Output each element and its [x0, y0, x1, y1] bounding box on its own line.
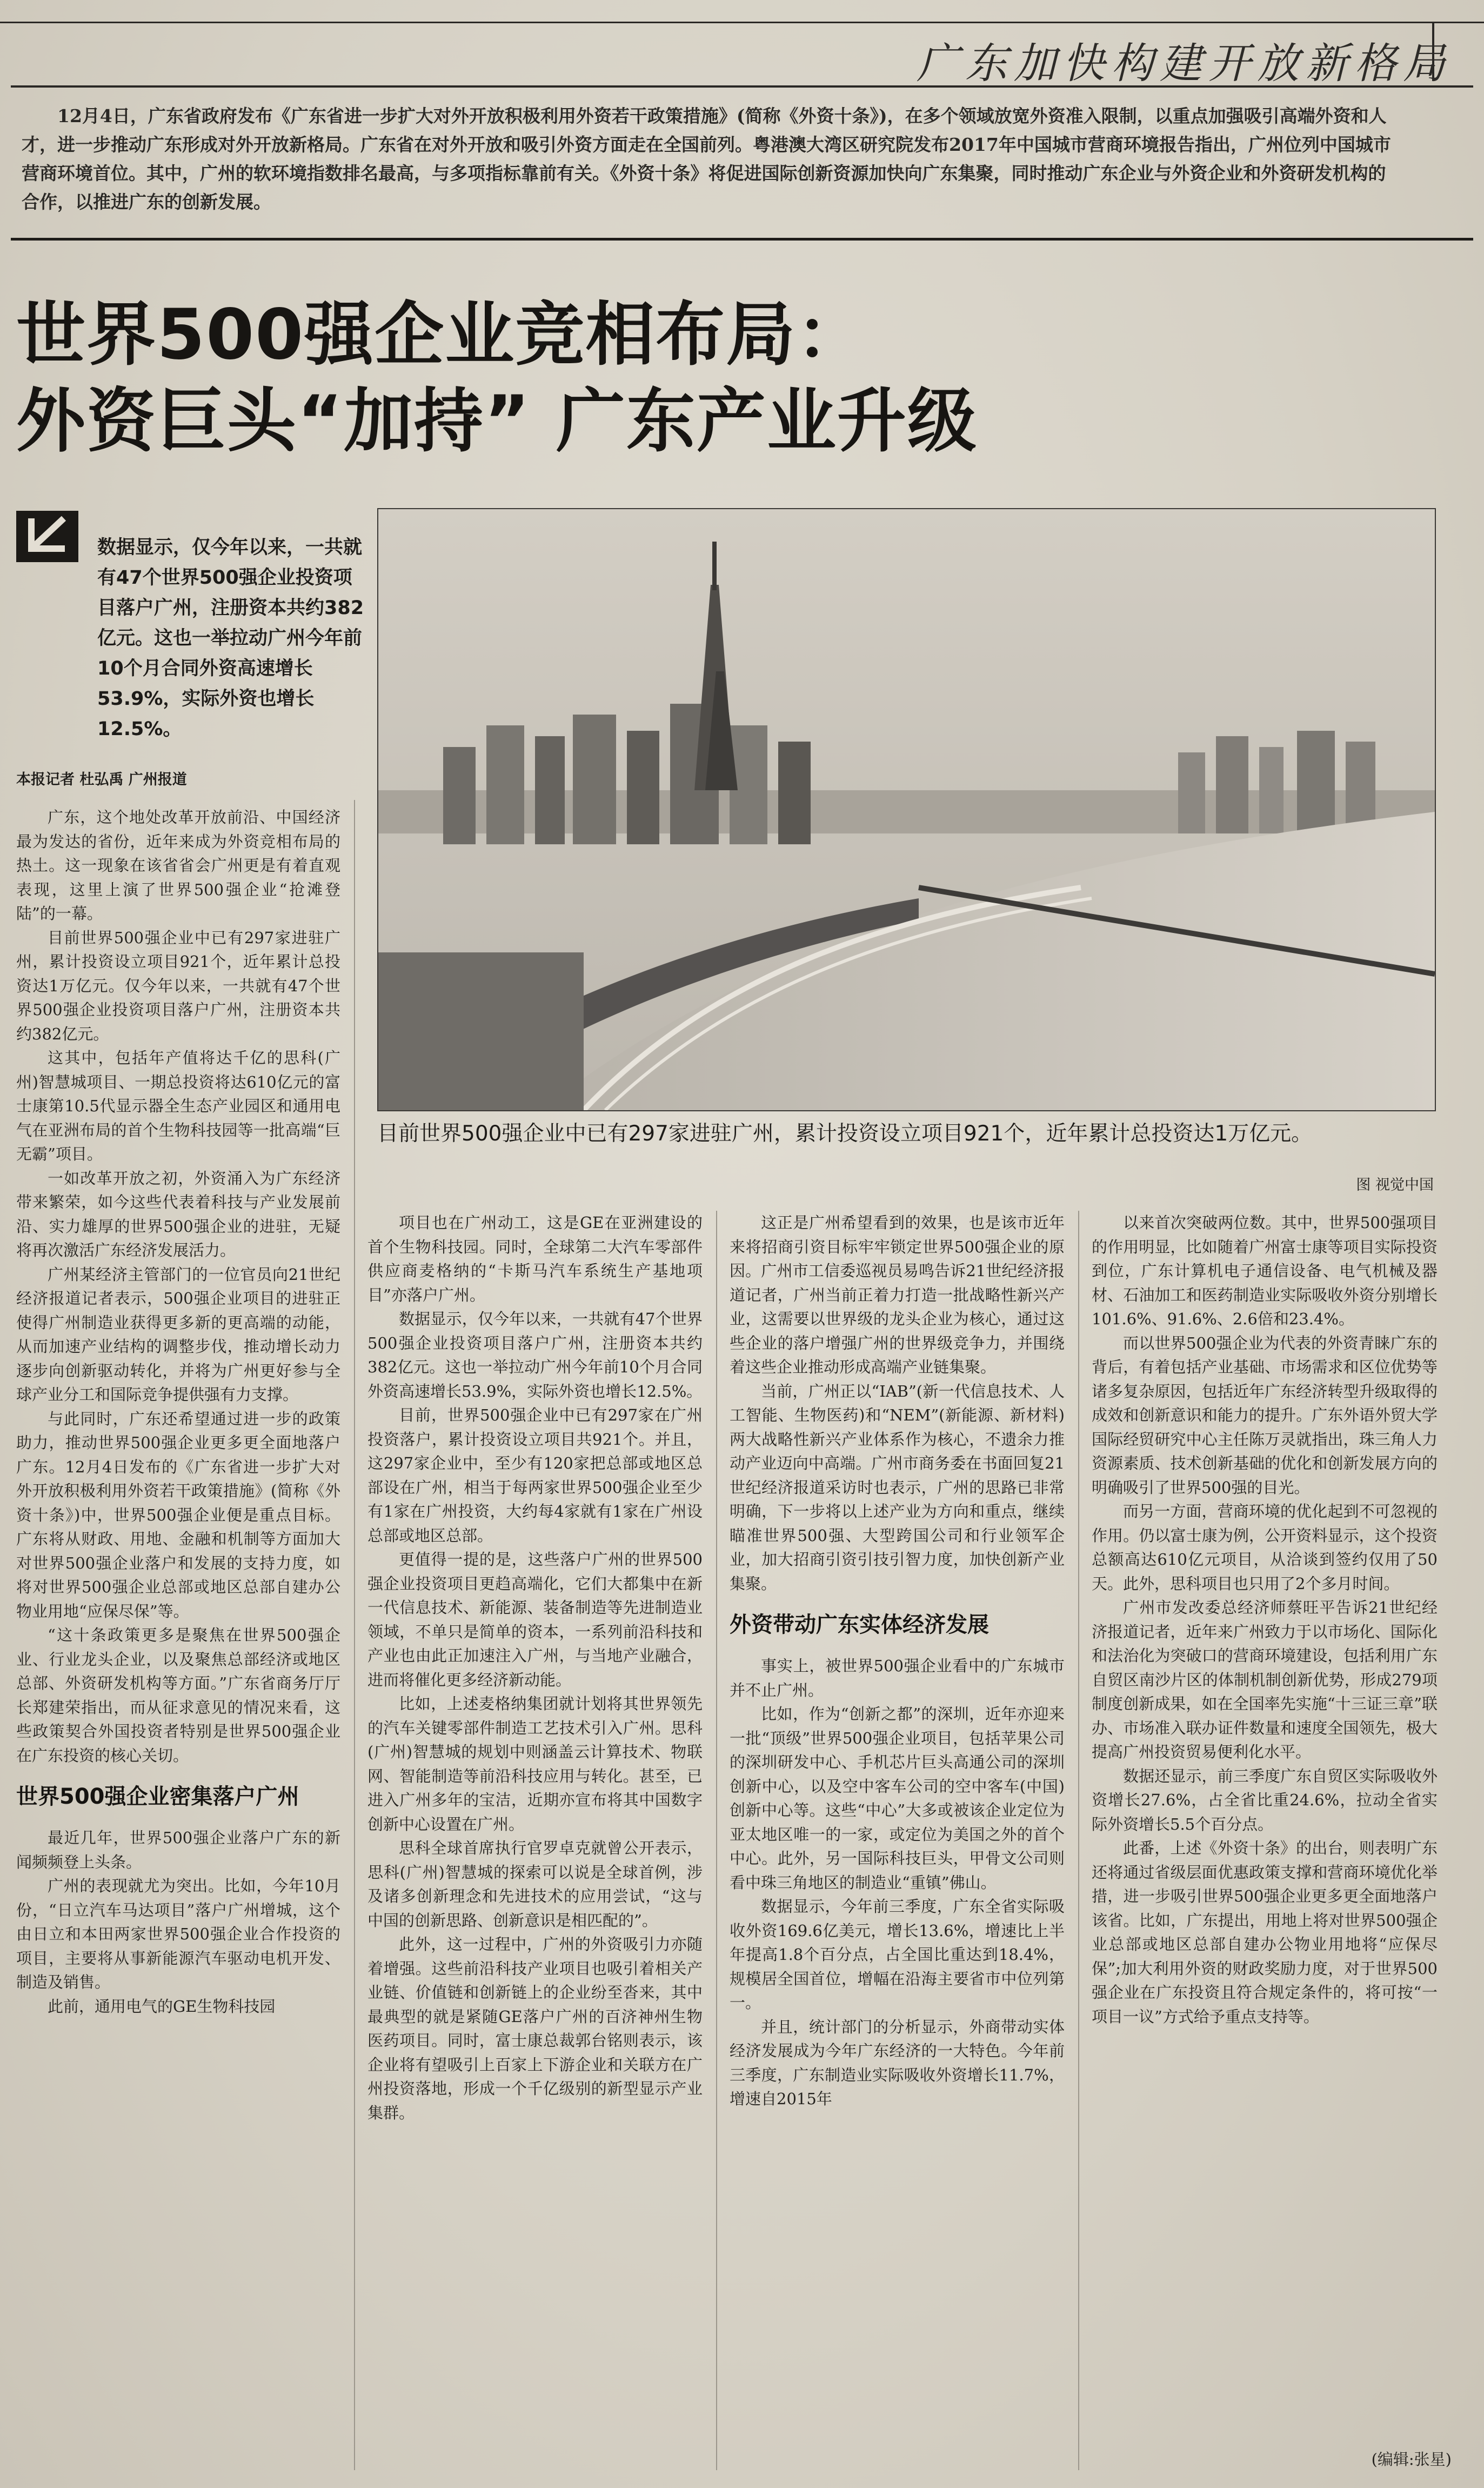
- column-1: [16, 805, 340, 2470]
- col1-paragraph: 一如改革开放之初，外资涌入为广东经济带来繁荣，如今这些代表着科技与产业发展前沿、实力雄厚的世界500强企业的进驻，无疑将再次激活广东经济发展活力。: [16, 1169, 340, 1259]
- lead-text: 12月4日，广东省政府发布《广东省进一步扩大对外开放积极利用外资若干政策措施》(简称《外资十条》)，在多个领域放宽外资准入限制，以重点加强吸引高端外资和人才，进一步推动广东形成对外开放新格局。广东省在对外开放和吸引外资方面走在全国前列。粤港澳大湾区研究院发布2017年中国城市营商环境报告指出，广州位列中国城市营商环境首位。其中，广州的软环境指数排名最高，与多项指标靠前有关。《外资十条》将促进国际创新资源加快向广东集聚，同时推动广东企业与外资企业和外资研发机构的合作，以推进广东的创新发展。: [22, 105, 1391, 212]
- col2-paragraph: 比如，上述麦格纳集团就计划将其世界领先的汽车关键零部件制造工艺技术引入广州。思科(广州)智慧城的规划中则涵盖云计算技术、物联网、智能制造等前沿科技应用与转化。甚至，已进入广州多年的宝洁，近期亦宣布将其中国数字创新中心设置在广州。: [367, 1695, 703, 1833]
- column-divider: [354, 800, 355, 2470]
- subhead-entity-economy: 外资带动广东实体经济发展: [730, 1612, 989, 1637]
- column-divider: [1078, 1211, 1079, 2470]
- photo-caption: 目前世界500强企业中已有297家进驻广州，累计投资设立项目921个，近年累计总投资达1万亿元。: [377, 1122, 1313, 1146]
- col1-paragraph: 目前世界500强企业中已有297家进驻广州，累计投资设立项目921个，近年累计总投资达1万亿元。仅今年以来，一共就有47个世界500强企业投资项目落户广州，注册资本共约382亿元。: [16, 928, 340, 1043]
- col3-paragraph: 数据显示，今年前三季度，广东全省实际吸收外资169.6亿美元，增长13.6%，增速比上半年提高1.8个百分点，占全国比重达到18.4%，规模居全国首位，增幅在沿海主要省市中位列第一。: [730, 1897, 1065, 2012]
- summary-text: 数据显示，仅今年以来，一共就有47个世界500强企业投资项目落户广州，注册资本共约382亿元。这也一举拉动广州今年前10个月合同外资高速增长53.9%，实际外资也增长12.5%。: [97, 537, 364, 740]
- col1-paragraph: 与此同时，广东还希望通过进一步的政策助力，推动世界500强企业更多更全面地落户广东。12月4日发布的《广东省进一步扩大对外开放积极利用外资若干政策措施》(简称《外资十条》)中，世界500强企业便是重点目标。广东将从财政、用地、金融和机制等方面加大对世界500强企业落户和发展的支持力度，如将对世界500强企业总部或地区总部自建办公物业用地“应保尽保”等。: [16, 1409, 340, 1620]
- col1-paragraph: 广州某经济主管部门的一位官员向21世纪经济报道记者表示，500强企业项目的进驻正使得广州制造业获得更多新的更高端的动能，从而加速产业结构的调整步伐，推动增长动力逐步向创新驱动转化，并将为广州更好参与全球产业分工和国际竞争提供强有力支撑。: [16, 1265, 340, 1404]
- col3-paragraph: 比如，作为“创新之都”的深圳，近年亦迎来一批“顶级”世界500强企业项目，包括苹果公司的深圳研发中心、手机芯片巨头高通公司的深圳创新中心，以及空中客车公司的空中客车(中国)创新中心等。这些“中心”大多或被该企业定位为亚太地区唯一的一家，或定位为美国之外的首个中心。此外，另一国际科技巨头，甲骨文公司则看中珠三角地区的制造业“重镇”佛山。: [730, 1705, 1065, 1892]
- col1-paragraph: 广州的表现就尤为突出。比如，今年10月份，“日立汽车马达项目”落户广州增城，这个由日立和本田两家世界500强企业合作投资的项目，主要将从事新能源汽车驱动电机开发、制造及销售。: [16, 1877, 340, 1991]
- col1-paragraph: 这其中，包括年产值将达千亿的思科(广州)智慧城项目、一期总投资将达610亿元的富士康第10.5代显示器全生态产业园区和通用电气在亚洲布局的首个生物科技园等一批高端“巨无霸”项目。: [16, 1049, 340, 1163]
- col3-paragraph: 事实上，被世界500强企业看中的广东城市并不止广州。: [730, 1657, 1065, 1699]
- column-3: [730, 1211, 1065, 2470]
- col4-paragraph: 此番，上述《外资十条》的出台，则表明广东还将通过省级层面优惠政策支撑和营商环境优化举措，进一步吸引世界500强企业更多更全面地落户该省。比如，广东提出，用地上将对世界500强企业总部或地区总部自建办公物业用地将“应保尽保”;加大利用外资的财政奖励力度，对于世界500强企业在广东投资且符合规定条件的，将可按“一项目一议”方式给予重点支持等。: [1092, 1839, 1438, 2026]
- col2-paragraph: 目前，世界500强企业中已有297家在广州投资落户，累计投资设立项目共921个。并且，这297家企业中，至少有120家把总部或地区总部设在广州，相当于每两家世界500强企业至少有1家在广州投资，大约每4家就有1家在广州设总部或地区总部。: [367, 1406, 703, 1545]
- col1-paragraph: 此前，通用电气的GE生物科技园: [48, 1997, 276, 2016]
- col2-paragraph: 此外，这一过程中，广州的外资吸引力亦随着增强。这些前沿科技产业项目也吸引着相关产业链、价值链和创新链上的企业纷至沓来，其中最典型的就是紧随GE落户广州的百济神州生物医药项目。同时，富士康总裁郭台铭则表示，该企业将有望吸引上百家上下游企业和关联方在广州投资落地，形成一个千亿级别的新型显示产业集群。: [367, 1935, 703, 2122]
- top-strip: [0, 0, 1484, 23]
- column-2: [367, 1211, 703, 2470]
- headline: [16, 292, 1448, 465]
- lead-paragraph: [22, 102, 1400, 216]
- column-divider: [716, 1211, 717, 2470]
- editor-credit: (编辑:张星): [1371, 2450, 1452, 2469]
- col1-paragraph: 最近几年，世界500强企业落户广东的新闻频频登上头条。: [16, 1829, 340, 1871]
- col3-paragraph: 这正是广州希望看到的效果，也是该市近年来将招商引资目标牢牢锁定世界500强企业的原因。广州市工信委巡视员易鸣告诉21世纪经济报道记者，广州当前正着力打造一批战略性新兴产业，这需要以世界级的龙头企业为核心，通过这些企业的落户增强广州的世界级竞争力，并围绕着这些企业推动形成高端产业链集聚。: [730, 1213, 1065, 1376]
- lead-rule: [11, 238, 1473, 241]
- byline: 本报记者 杜弘禹 广州报道: [16, 771, 187, 788]
- col2-paragraph: 项目也在广州动工，这是GE在亚洲建设的首个生物科技园。同时，全球第二大汽车零部件供应商麦格纳的“卡斯马汽车系统生产基地项目”亦落户广州。: [367, 1213, 703, 1304]
- photo-illustration: [378, 509, 1435, 1110]
- col3-paragraph: 并且，统计部门的分析显示，外商带动实体经济发展成为今年广东经济的一大特色。今年前三季度，广东制造业实际吸收外资增长11.7%，增速自2015年: [730, 2017, 1065, 2108]
- summary: [16, 532, 367, 744]
- col2-paragraph: 思科全球首席执行官罗卓克就曾公开表示，思科(广州)智慧城的探索可以说是全球首例，涉及诸多创新理念和先进技术的应用尝试，“这与中国的创新思路、创新意识是相匹配的”。: [367, 1839, 703, 1930]
- col4-paragraph: 广州市发改委总经济师蔡旺平告诉21世纪经济报道记者，近年来广州致力于以市场化、国际化和法治化为突破口的营商环境建设，包括利用广东自贸区南沙片区的体制机制创新优势，形成279项制度创新成果，如在全国率先实施“十三证三章”联办、市场准入联办证件数量和速度全国领先，极大提高广州投资贸易便利化水平。: [1092, 1598, 1438, 1761]
- col2-paragraph: 更值得一提的是，这些落户广州的世界500强企业投资项目更趋高端化，它们大都集中在新一代信息技术、新能源、装备制造等先进制造业领域，不单只是简单的资本，一系列前沿科技和产业也由此正加速注入广州，与当地产业融合，进而将催化更多经济新动能。: [367, 1550, 703, 1689]
- photo-canton-tower: [377, 508, 1436, 1111]
- col4-paragraph: 以来首次突破两位数。其中，世界500强项目的作用明显，比如随着广州富士康等项目实际投资到位，广东计算机电子通信设备、电气机械及器材、石油加工和医药制造业实际吸收外资分别增长101.6%、91.6%、2.6倍和23.4%。: [1092, 1213, 1438, 1328]
- col4-paragraph: 数据还显示，前三季度广东自贸区实际吸收外资增长27.6%，占全省比重24.6%，拉动全省实际外资增长5.5个百分点。: [1092, 1766, 1438, 1833]
- col1-paragraph: 广东，这个地处改革开放前沿、中国经济最为发达的省份，近年来成为外资竞相布局的热土。这一现象在该省省会广州更是有着直观表现，这里上演了世界500强企业“抢滩登陆”的一幕。: [16, 808, 340, 923]
- col4-paragraph: 而以世界500强企业为代表的外资青睐广东的背后，有着包括产业基础、市场需求和区位优势等诸多复杂原因，包括近年广东经济转型升级取得的成效和创新意识和能力的提升。广东外语外贸大学国际经贸研究中心主任陈万灵就指出，珠三角人力资源素质、技术创新基础的优化和创新发展方向的明确吸引了世界500强的目光。: [1092, 1333, 1438, 1497]
- subhead-guangzhou: 世界500强企业密集落户广州: [16, 1784, 299, 1809]
- headline-line-2: 外资巨头“加持” 广东产业升级: [16, 381, 978, 462]
- col1-paragraph: “这十条政策更多是聚焦在世界500强企业、行业龙头企业，以及聚焦总部经济或地区总部、外资研发机构等方面。”广东省商务厅厅长郑建荣指出，而从征求意见的情况来看，这些政策契合外国投资者特别是世界500强企业在广东投资的核心关切。: [16, 1626, 340, 1765]
- photo-credit: 图 视觉中国: [1356, 1177, 1434, 1193]
- column-4: [1092, 1211, 1438, 2443]
- section-title: 广东加快构建开放新格局: [916, 39, 1452, 88]
- col2-paragraph: 数据显示，仅今年以来，一共就有47个世界500强企业投资项目落户广州，注册资本共约382亿元。这也一举拉动广州今年前10个月合同外资高速增长53.9%，实际外资也增长12.5%。: [367, 1310, 703, 1400]
- section-rule: [11, 85, 1473, 88]
- headline-line-1: 世界500强企业竞相布局：: [16, 295, 867, 375]
- col4-paragraph: 而另一方面，营商环境的优化起到不可忽视的作用。仍以富士康为例，公开资料显示，这个投资总额高达610亿元项目，从洽谈到签约仅用了50天。此外，思科项目也只用了2个多月时间。: [1092, 1502, 1438, 1593]
- col3-paragraph: 当前，广州正以“IAB”(新一代信息技术、人工智能、生物医药)和“NEM”(新能源、新材料)两大战略性新兴产业体系作为核心，不遗余力推动产业迈向中高端。广州市商务委在书面回复21世纪经济报道采访时也表示，广州的思路已非常明确，下一步将以上述产业为方向和重点，继续瞄准世界500强、大型跨国公司和行业领军企业，加大招商引资引技引智力度，加快创新产业集聚。: [730, 1382, 1065, 1593]
